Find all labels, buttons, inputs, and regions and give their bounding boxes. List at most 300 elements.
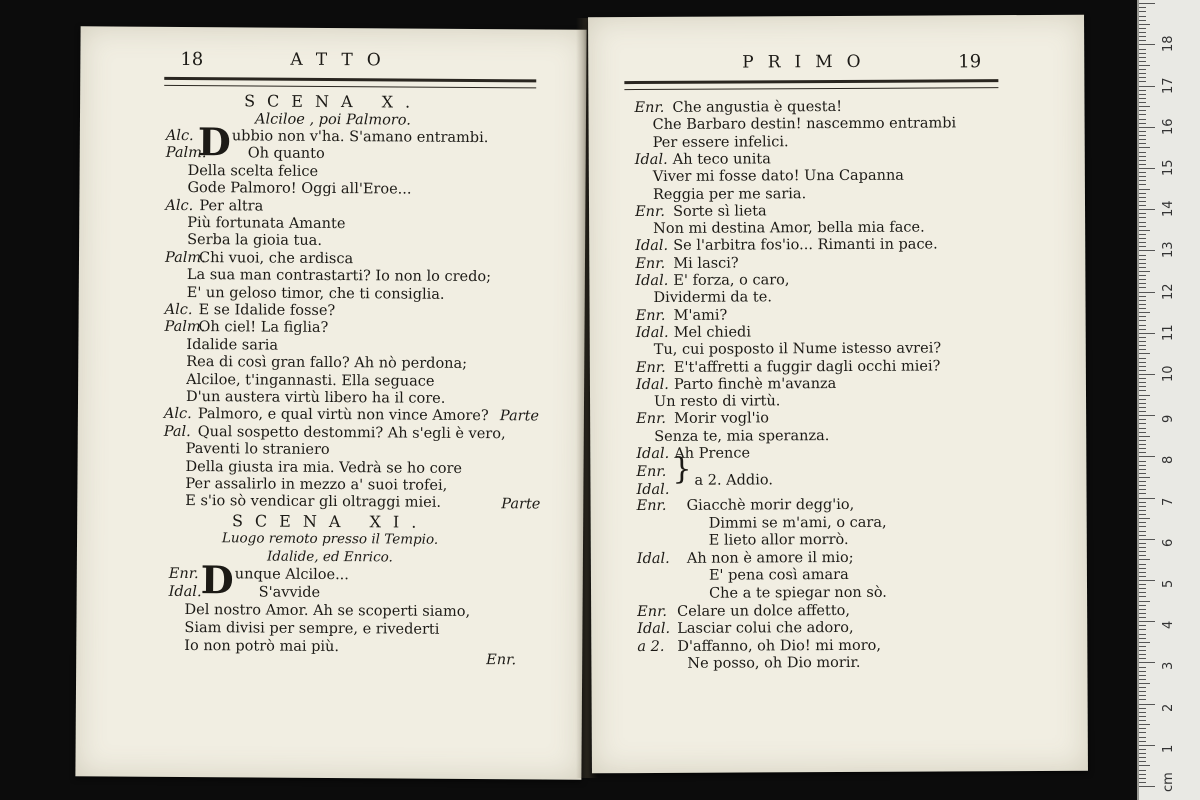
dialogue-line: Idalide saria <box>186 336 279 354</box>
dialogue-line: Parto finchè m'avanza <box>673 375 837 393</box>
dialogue-line: Siam divisi per sempre, e rivederti <box>184 619 440 638</box>
ruler-tick <box>1139 732 1146 733</box>
ruler-tick <box>1139 147 1150 148</box>
ruler-tick <box>1139 770 1146 771</box>
speaker-label: Idal. <box>636 550 670 567</box>
speaker-label: Idal. <box>634 151 668 168</box>
dialogue-line: M'ami? <box>673 307 728 324</box>
ruler-tick <box>1139 131 1146 132</box>
ruler-tick <box>1139 152 1146 153</box>
ruler-tick <box>1139 143 1146 144</box>
ruler-tick <box>1139 440 1146 441</box>
ruler-tick <box>1139 156 1146 157</box>
ruler-tick <box>1139 73 1146 74</box>
speaker-label: Idal. <box>635 324 669 341</box>
ruler-tick <box>1139 283 1146 284</box>
catchword: Enr. <box>486 652 517 669</box>
ruler-tick <box>1139 510 1146 511</box>
dialogue-line: Che Barbaro destin! nascemmo entrambi <box>652 115 957 134</box>
ruler-tick <box>1139 40 1146 41</box>
ruler-number: 4 <box>1161 620 1176 630</box>
ruler-tick <box>1139 135 1146 136</box>
ruler-tick <box>1139 86 1155 87</box>
ruler-tick <box>1139 621 1155 622</box>
ruler-tick <box>1139 3 1155 4</box>
aria-line: Ne posso, oh Dio morir. <box>687 655 861 673</box>
dialogue-line: Ah Prence <box>674 445 751 462</box>
ruler-number: 6 <box>1161 538 1176 547</box>
ruler-tick <box>1139 242 1146 243</box>
ruler-tick <box>1139 345 1146 346</box>
ruler-tick <box>1139 662 1155 663</box>
ruler-tick <box>1139 98 1146 99</box>
ruler-tick <box>1139 531 1146 532</box>
ruler-tick <box>1139 407 1146 408</box>
header-rule <box>164 77 536 89</box>
dialogue-line: Senza te, mia speranza. <box>654 427 830 445</box>
ruler-tick <box>1139 716 1146 717</box>
ruler-tick <box>1139 90 1146 91</box>
ruler-tick <box>1139 687 1146 688</box>
ruler-tick <box>1139 123 1146 124</box>
aria-line: Che a te spiegar non sò. <box>709 584 887 602</box>
ruler-tick <box>1139 613 1146 614</box>
ruler-tick <box>1139 250 1155 251</box>
speaker-label: Pal. <box>163 423 191 440</box>
header-rule <box>624 79 998 90</box>
ruler-tick <box>1139 415 1155 416</box>
ruler-tick <box>1139 605 1146 606</box>
speaker-label: a 2. <box>637 638 665 655</box>
ruler-tick <box>1139 374 1155 375</box>
ruler-number: 18 <box>1161 35 1176 53</box>
ruler-tick <box>1139 559 1150 560</box>
ruler-tick <box>1139 650 1146 651</box>
ruler-tick <box>1139 526 1146 527</box>
ruler-tick <box>1139 395 1150 396</box>
ruler-tick <box>1139 667 1146 668</box>
speaker-label: Palm. <box>164 249 206 266</box>
ruler-tick <box>1139 617 1146 618</box>
ruler-tick <box>1139 489 1146 490</box>
ruler-tick <box>1139 535 1146 536</box>
ruler-unit: cm <box>1161 772 1176 792</box>
dialogue-line: Che angustia è questa! <box>672 98 843 116</box>
ruler-tick <box>1139 444 1146 445</box>
ruler-tick <box>1139 102 1146 103</box>
dialogue-line: Più fortunata Amante <box>187 214 346 233</box>
ruler-tick <box>1139 411 1146 412</box>
ruler-tick <box>1139 287 1146 288</box>
ruler-tick <box>1139 279 1146 280</box>
ruler-tick <box>1139 506 1146 507</box>
ruler-tick <box>1139 213 1146 214</box>
scene-title: SCENA XI. <box>231 511 429 532</box>
ruler-tick <box>1139 461 1146 462</box>
ruler-tick <box>1139 493 1146 494</box>
ruler-tick <box>1139 49 1146 50</box>
ruler-tick <box>1139 184 1146 185</box>
speaker-label: Enr. <box>637 603 668 620</box>
aria-line: E' pena così amara <box>708 567 849 585</box>
ruler-tick <box>1139 44 1155 45</box>
ruler-tick <box>1139 160 1146 161</box>
ruler-tick <box>1139 572 1146 573</box>
ruler-tick <box>1139 7 1146 8</box>
ruler-tick <box>1139 712 1146 713</box>
ruler-tick <box>1139 263 1146 264</box>
dialogue-line: E' forza, o caro, <box>673 272 790 289</box>
ruler-tick <box>1139 28 1146 29</box>
ruler-tick <box>1139 551 1146 552</box>
page-number: 19 <box>958 51 982 73</box>
ruler-tick <box>1139 222 1146 223</box>
ruler-tick <box>1139 106 1150 107</box>
ruler-tick <box>1139 341 1146 342</box>
ruler-tick <box>1139 481 1146 482</box>
ruler-tick <box>1139 757 1146 758</box>
ruler-tick <box>1139 737 1146 738</box>
ruler-tick <box>1139 139 1146 140</box>
ruler-tick <box>1139 300 1146 301</box>
ruler-number: 7 <box>1161 497 1176 506</box>
ruler-tick <box>1139 11 1146 12</box>
ruler-tick <box>1139 81 1146 82</box>
ruler-tick <box>1139 366 1146 367</box>
ruler-tick <box>1139 765 1150 766</box>
ruler-tick <box>1139 370 1146 371</box>
ruler-tick <box>1139 555 1146 556</box>
ruler-tick <box>1139 761 1146 762</box>
ruler-tick <box>1139 642 1150 643</box>
ruler-tick <box>1139 539 1155 540</box>
ruler-tick <box>1139 683 1150 684</box>
dialogue-line: Paventi lo straniero <box>185 441 330 459</box>
ruler-number: 14 <box>1161 200 1176 218</box>
dialogue-line: Oh ciel! La figlia? <box>198 319 329 337</box>
ruler-tick <box>1139 629 1146 630</box>
drop-cap: D <box>200 557 234 603</box>
speaker-label: Enr. <box>635 203 665 220</box>
left-running-head <box>80 48 586 76</box>
left-page <box>75 26 586 780</box>
dialogue-line: E' un geloso timor, che ti consiglia. <box>186 284 445 303</box>
speaker-label: Alc. <box>165 127 194 145</box>
dialogue-line: Per essere infelici. <box>652 133 789 151</box>
ruler-tick <box>1139 20 1146 21</box>
ruler-tick <box>1139 498 1155 499</box>
ruler-tick <box>1139 304 1146 305</box>
ruler-tick <box>1139 720 1146 721</box>
ruler-number: 2 <box>1161 703 1176 712</box>
ruler-tick <box>1139 745 1155 746</box>
ruler-tick <box>1139 189 1150 190</box>
aria-line: Dimmi se m'ami, o cara, <box>708 514 887 532</box>
ruler-tick <box>1139 271 1150 272</box>
aria-line: D'affanno, oh Dio! mi moro, <box>677 637 882 655</box>
dialogue-line: Del nostro Amor. Ah se scoperti siamo, <box>184 601 471 620</box>
ruler-tick <box>1139 292 1155 293</box>
ruler-tick <box>1139 255 1146 256</box>
ruler-tick <box>1139 419 1146 420</box>
ruler-tick <box>1139 308 1146 309</box>
ruler-tick <box>1139 238 1146 239</box>
scene-subtitle: Luogo remoto presso il Tempio. <box>221 530 439 548</box>
speaker-label: Idal. <box>635 272 669 290</box>
speaker-label: Alc. <box>164 301 193 319</box>
dialogue-line: Sorte sì lieta <box>673 203 767 220</box>
ruler-tick <box>1139 568 1146 569</box>
ruler-tick <box>1139 16 1146 17</box>
ruler-tick <box>1139 180 1146 181</box>
right-running-head <box>588 37 1084 73</box>
ruler-tick <box>1139 728 1146 729</box>
ruler-tick <box>1139 53 1146 54</box>
ruler-tick <box>1139 217 1146 218</box>
ruler-number: 8 <box>1161 456 1176 465</box>
dialogue-line: Della scelta felice <box>187 162 319 180</box>
ruler-tick <box>1139 588 1146 589</box>
ruler-number: 13 <box>1161 241 1176 259</box>
ruler-number: 11 <box>1161 324 1176 341</box>
stage-direction: Parte <box>499 408 540 425</box>
dialogue-line: Un resto di virtù. <box>653 393 781 411</box>
aria-line: Celare un dolce affetto, <box>677 602 851 620</box>
speaker-label: Idal. <box>635 238 669 255</box>
ruler-tick <box>1139 671 1146 672</box>
ruler-tick <box>1139 691 1146 692</box>
aria-line: E lieto allor morrò. <box>708 532 849 549</box>
ruler-tick <box>1139 267 1146 268</box>
ruler-tick <box>1139 699 1146 700</box>
ruler-tick <box>1139 316 1146 317</box>
dialogue-line: Oh quanto <box>247 145 325 163</box>
speaker-label: Idal. <box>168 583 202 601</box>
ruler-tick <box>1139 234 1146 235</box>
ruler-tick <box>1139 176 1146 177</box>
dialogue-line: Per assalirlo in mezzo a' suoi trofei, <box>185 475 448 494</box>
ruler-tick <box>1139 724 1150 725</box>
ruler-number: 17 <box>1161 77 1176 94</box>
ruler-number: 3 <box>1161 662 1176 671</box>
speaker-label: Enr. <box>168 565 199 583</box>
dialogue-line: Alciloe, t'ingannasti. Ella seguace <box>186 371 435 390</box>
aria-line: Giacchè morir degg'io, <box>686 496 855 514</box>
ruler-tick <box>1139 432 1146 433</box>
dialogue-line: Chi vuoi, che ardisca <box>198 249 354 267</box>
ruler-tick <box>1139 502 1146 503</box>
dialogue-line: unque Alciloe... <box>234 566 349 584</box>
ruler-tick <box>1139 658 1146 659</box>
ruler-tick <box>1139 473 1146 474</box>
speaker-label: Idal. <box>636 481 670 499</box>
ruler-tick <box>1139 246 1146 247</box>
speaker-label: Idal. <box>635 376 669 393</box>
ruler-tick <box>1139 675 1146 676</box>
ruler-tick <box>1139 638 1146 639</box>
dialogue-line: Serba la gioia tua. <box>187 232 323 250</box>
ruler-tick <box>1139 226 1146 227</box>
ruler-tick <box>1139 477 1150 478</box>
ruler-tick <box>1139 119 1146 120</box>
ruler-tick <box>1139 61 1146 62</box>
ruler-tick <box>1139 592 1146 593</box>
ruler-tick <box>1139 36 1146 37</box>
ruler-tick <box>1139 436 1150 437</box>
ruler-tick <box>1139 378 1146 379</box>
ruler-tick <box>1139 110 1146 111</box>
dialogue-line: Mel chiedi <box>673 324 751 341</box>
ruler-tick <box>1139 778 1146 779</box>
ruler-tick <box>1139 358 1146 359</box>
dialogue-line: D'un austera virtù libero ha il core. <box>185 388 446 407</box>
ruler-number: 9 <box>1161 414 1176 424</box>
dialogue-line: Della giusta ira mia. Vedrà se ho core <box>185 458 463 477</box>
ruler-tick <box>1139 708 1146 709</box>
ruler-tick <box>1139 741 1146 742</box>
dialogue-line: Ah teco unita <box>672 151 771 168</box>
aria-line: Ah non è amore il mio; <box>686 549 854 567</box>
ruler-tick <box>1139 456 1155 457</box>
ruler-tick <box>1139 32 1146 33</box>
dialogue-line: Gode Palmoro! Oggi all'Eroe... <box>187 180 412 198</box>
ruler-tick <box>1139 584 1146 585</box>
ruler-tick <box>1139 654 1146 655</box>
ruler-tick <box>1139 749 1146 750</box>
ruler-tick <box>1139 609 1146 610</box>
ruler-tick <box>1139 197 1146 198</box>
ruler-tick <box>1139 164 1146 165</box>
ruler-tick <box>1139 465 1146 466</box>
speaker-label: Enr. <box>636 463 667 481</box>
ruler-tick <box>1139 333 1155 334</box>
ruler-tick <box>1139 127 1155 128</box>
ruler-tick <box>1139 428 1146 429</box>
ruler-tick <box>1139 312 1150 313</box>
brace: } <box>672 451 692 487</box>
ruler-tick <box>1139 94 1146 95</box>
ruler-tick <box>1139 518 1150 519</box>
ruler-tick <box>1139 625 1146 626</box>
dialogue-line: Per altra <box>199 197 264 215</box>
ruler-number: 5 <box>1161 579 1176 588</box>
scene-persons: Idalide, ed Enrico. <box>266 548 393 566</box>
page-number: 18 <box>180 48 204 71</box>
dialogue-line: Mi lasci? <box>673 255 739 272</box>
ruler-tick <box>1139 522 1146 523</box>
duet-line: a 2. Addio. <box>694 472 773 489</box>
ruler-tick <box>1139 596 1146 597</box>
dialogue-line: ubbio non v'ha. S'amano entrambi. <box>231 128 489 147</box>
ruler-tick <box>1139 452 1146 453</box>
speaker-label: Palm. <box>165 145 207 162</box>
ruler-tick <box>1139 77 1146 78</box>
ruler-tick <box>1139 469 1146 470</box>
ruler-tick <box>1139 337 1146 338</box>
dialogue-line: Qual sospetto destommi? Ah s'egli è vero, <box>197 423 506 443</box>
speaker-label: Enr. <box>635 307 666 324</box>
ruler-tick <box>1139 320 1146 321</box>
speaker-label: Enr. <box>636 497 667 515</box>
ruler-tick <box>1139 753 1146 754</box>
ruler-tick <box>1139 362 1146 363</box>
ruler-tick <box>1139 390 1146 391</box>
ruler-tick <box>1139 172 1146 173</box>
ruler-tick <box>1139 580 1155 581</box>
dialogue-line: Dividermi da te. <box>653 289 772 307</box>
ruler-tick <box>1139 634 1146 635</box>
ruler-tick <box>1139 353 1150 354</box>
ruler-tick <box>1139 576 1146 577</box>
measuring-ruler <box>1137 0 1200 800</box>
ruler-number: 10 <box>1161 365 1176 382</box>
ruler-tick <box>1139 564 1146 565</box>
ruler-tick <box>1139 679 1146 680</box>
dialogue-line: Se l'arbitra fos'io... Rimanti in pace. <box>673 236 938 255</box>
speaker-label: Alc. <box>163 406 192 423</box>
ruler-tick <box>1139 485 1146 486</box>
ruler-tick <box>1139 704 1155 705</box>
ruler-tick <box>1139 325 1146 326</box>
ruler-tick <box>1139 168 1155 169</box>
dialogue-line: Rea di così gran fallo? Ah nò perdona; <box>186 354 468 373</box>
ruler-number: 12 <box>1161 283 1176 300</box>
ruler-tick <box>1139 786 1155 787</box>
ruler-number: 1 <box>1161 744 1176 753</box>
ruler-tick <box>1139 423 1146 424</box>
running-head-title: PRIMO <box>742 51 875 73</box>
speaker-label: Palm. <box>164 319 206 336</box>
ruler-tick <box>1139 601 1150 602</box>
aria-line: Lasciar colui che adoro, <box>677 620 854 638</box>
dialogue-line: E se Idalide fosse? <box>198 302 336 320</box>
dialogue-line: E't'affretti a fuggir dagli occhi miei? <box>673 357 941 376</box>
ruler-tick <box>1139 399 1146 400</box>
right-page <box>588 15 1088 774</box>
speaker-label: Idal. <box>637 621 671 638</box>
dialogue-line: Palmoro, e qual virtù non vince Amore? <box>197 406 489 425</box>
ruler-tick <box>1139 382 1146 383</box>
ruler-tick <box>1139 193 1146 194</box>
speaker-label: Alc. <box>165 197 194 214</box>
speaker-label: Enr. <box>635 255 666 272</box>
dialogue-line: Tu, cui posposto il Nume istesso avrei? <box>653 340 942 359</box>
speaker-label: Enr. <box>635 359 666 376</box>
ruler-tick <box>1139 782 1146 783</box>
ruler-tick <box>1139 329 1146 330</box>
ruler-tick <box>1139 543 1146 544</box>
ruler-number: 15 <box>1161 159 1176 176</box>
ruler-number: 16 <box>1161 118 1176 135</box>
ruler-tick <box>1139 114 1146 115</box>
dialogue-line: Io non potrò mai più. <box>184 637 340 656</box>
ruler-tick <box>1139 514 1146 515</box>
ruler-tick <box>1139 205 1146 206</box>
ruler-tick <box>1139 448 1146 449</box>
dialogue-line: Morir vogl'io <box>674 410 770 428</box>
speaker-label: Enr. <box>636 411 667 428</box>
scene-title: SCENA X. <box>244 91 423 112</box>
dialogue-line: Non mi destina Amor, bella mia face. <box>653 219 925 238</box>
dialogue-line: Reggia per me saria. <box>652 185 807 203</box>
ruler-tick <box>1139 69 1146 70</box>
ruler-tick <box>1139 24 1150 25</box>
ruler-tick <box>1139 386 1146 387</box>
ruler-tick <box>1139 403 1146 404</box>
dialogue-line: S'avvide <box>258 584 321 601</box>
ruler-tick <box>1139 774 1146 775</box>
speaker-label: Enr. <box>634 99 665 117</box>
